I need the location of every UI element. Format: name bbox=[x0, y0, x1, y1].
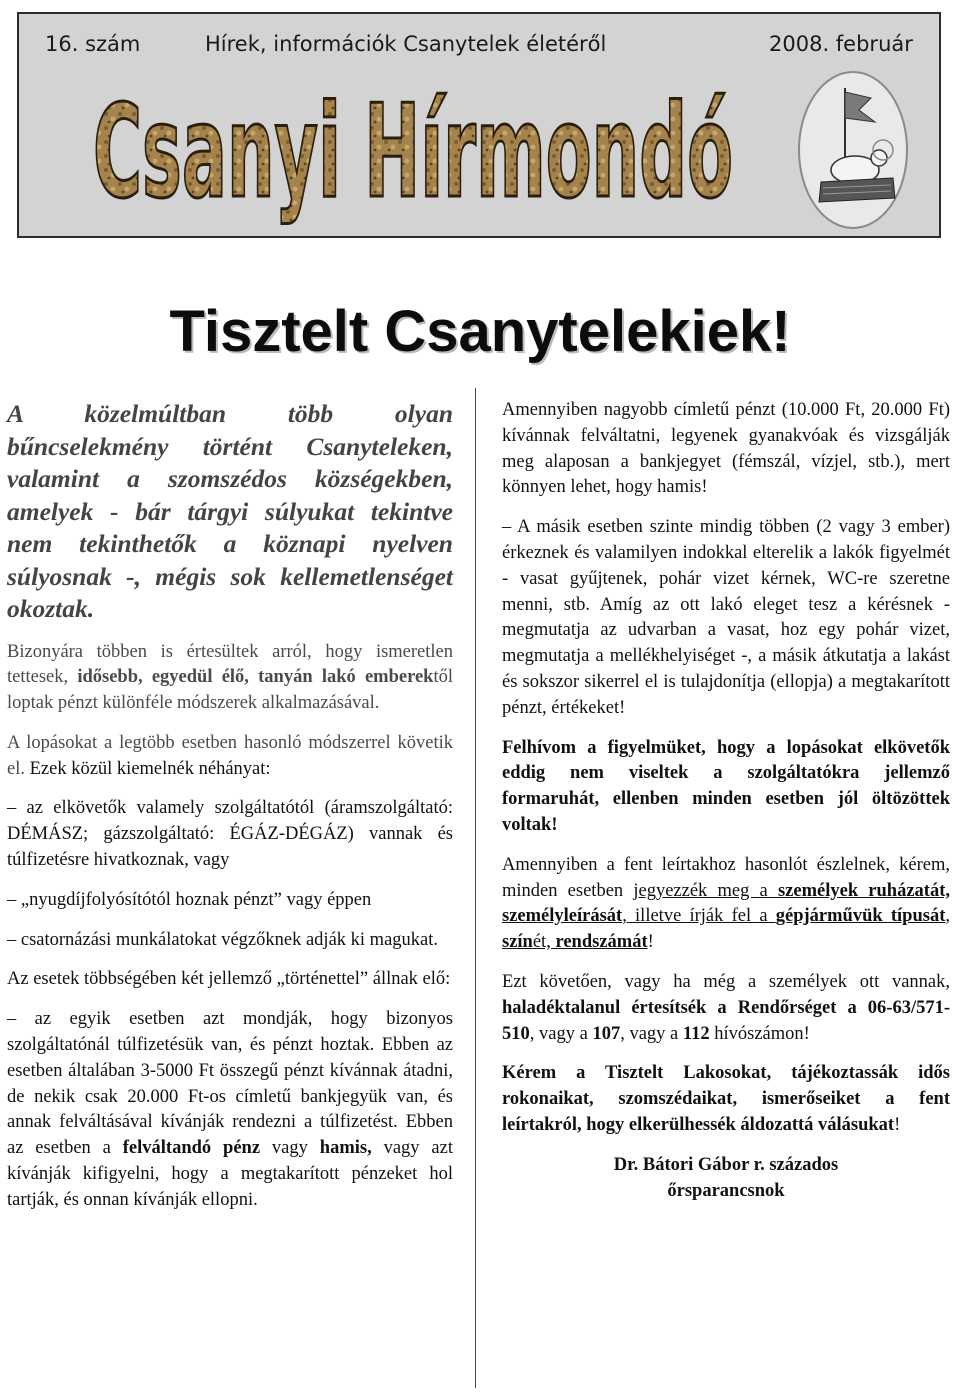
lamb-seal-emblem bbox=[797, 70, 909, 230]
right-column bbox=[502, 398, 950, 1218]
paragraph: Az esetek többségében két jellemző „történettel” állnak elő: bbox=[7, 969, 451, 990]
page-title bbox=[0, 298, 960, 365]
text-run-bold-underline: szín bbox=[502, 932, 533, 953]
paragraph bbox=[502, 853, 950, 956]
text-run-bold-underline: rendszámát bbox=[555, 932, 648, 953]
text-run-bold: Kérem a Tisztelt Lakosokat, tájékoztassák idős rokonaikat, szomszédaikat, ismerőseiket a fent leírtakról, hogy elkerülhessék áldozattá válásukat bbox=[502, 1063, 950, 1135]
signature bbox=[502, 1153, 950, 1205]
text-run: A lopásokat a legtöbb esetben hasonló módszerrel követik el. bbox=[7, 732, 453, 779]
text-run: től loptak pénzt különféle módszerek alkalmazásával. bbox=[7, 667, 453, 714]
text-run: – az egyik esetben azt mondják, hogy bizonyos szolgáltatónál túlfizetésük van, és pénzt hoztak. Ebben az esetben általában 3-5000 Ft összegű pénzt kívánnak átadni, de nekik csak 20.000 Ft-os címletű bankjegyük van, és annak felváltásával kívánják rendezni a túlfizetést. Ebben az esetben a bbox=[7, 1009, 453, 1159]
warning-paragraph: Felhívom a figyelmüket, hogy a lopásokat elkövetők eddig nem viseltek a szolgáltatókra jellemző formaruhát, ellenben minden esetben jól öltözöttek voltak! bbox=[502, 737, 950, 835]
text-run: Bizonyára többen is értesültek arról, hogy ismeretlen tettesek, bbox=[7, 641, 453, 688]
lead-paragraph: A közelmúltban több olyan bűncselekmény történt Csanyteleken, valamint a szomszédos községekben, amelyek - bár tárgyi súlyukat tekintve nem tekinthetők a köznapi nyelven súlyosnak -, mégis sok kellemetlenséget okoztak. bbox=[7, 399, 453, 623]
text-run: ! bbox=[894, 1114, 901, 1135]
text-run: Amennyiben a fent leírtakhoz hasonlót észlelnek, kérem, minden esetben bbox=[502, 854, 950, 901]
paragraph: Amennyiben nagyobb címletű pénzt (10.000 Ft, 20.000 Ft) kívánnak felváltatni, legyenek gyanakvóak és vizsgálják meg alaposan a bankjegyet (fémszál, vízjel, stb.), mert könnyen lehet, hogy hamis! bbox=[502, 400, 950, 498]
text-run-bold-underline: személyek ruházatát, személyleírását bbox=[502, 880, 950, 927]
signature-title: őrsparancsnok bbox=[667, 1180, 785, 1201]
text-run: , vagy a bbox=[620, 1023, 683, 1044]
text-run: hívószámon! bbox=[709, 1023, 810, 1044]
signature-name: Dr. Bátori Gábor r. százados bbox=[613, 1154, 839, 1175]
text-run: vagy azt kívánják kifigyelni, hogy a megtakarított pénzeket hol tartják, és onnan kívánják ellopni. bbox=[7, 1138, 453, 1210]
masthead-title-logo bbox=[89, 68, 739, 238]
text-run: Ezek közül kiemelnék néhányat: bbox=[24, 758, 271, 779]
paragraph bbox=[502, 970, 950, 1047]
dash-item: – csatornázási munkálatokat végzőknek adják ki magukat. bbox=[7, 929, 439, 950]
police-phone: haladéktalanul értesítsék a Rendőrséget a 06-63/571-510 bbox=[502, 997, 950, 1044]
masthead bbox=[17, 12, 941, 238]
text-run-bold: idősebb, egyedül élő, tanyán lakó emberek bbox=[77, 667, 434, 688]
paragraph bbox=[502, 1061, 950, 1138]
issue-number: 16. szám bbox=[45, 32, 141, 56]
dash-item: – A másik esetben szinte mindig többen (2 vagy 3 ember) érkeznek és valamilyen indokkal elterelik a lakók figyelmét - vasat gyűjtenek, pohár vizet kérnek, WC-re szeretne menni, stb. Amíg az ott lakó eleget tesz a kérésnek - megmutatja az udvarban a vasat, hoz egy pohár vizet, megmutatja a mellékhelyiséget -, a másik átkutatja a lakást és sokszor sikerrel el is tulajdonítja (ellopja) a megtakarított pénzt, értékeket! bbox=[502, 517, 950, 718]
paragraph bbox=[7, 640, 453, 717]
issue-date: 2008. február bbox=[769, 32, 913, 56]
paragraph bbox=[7, 1007, 453, 1213]
dash-item: – „nyugdíjfolyósítótól hoznak pénzt” vagy éppen bbox=[7, 889, 372, 910]
text-run-underline: jegyezzék meg a bbox=[633, 880, 778, 901]
greeting-text: Tisztelt Csanytelekiek! bbox=[169, 299, 791, 364]
text-run-bold: felváltandó pénz bbox=[122, 1138, 261, 1159]
text-run: , vagy a bbox=[529, 1023, 593, 1044]
masthead-subtitle: Hírek, információk Csanytelek életéről bbox=[205, 32, 607, 56]
text-run: Ezt követően, vagy ha még a személyek ott vannak, bbox=[502, 971, 950, 992]
text-run-bold: hamis, bbox=[319, 1138, 372, 1159]
column-divider bbox=[475, 388, 476, 1388]
emergency-number: 112 bbox=[682, 1023, 710, 1044]
text-run: ! bbox=[647, 932, 654, 953]
left-column bbox=[7, 398, 453, 1228]
text-run: vagy bbox=[260, 1138, 320, 1159]
masthead-title-text: Csanyi Hírmondó bbox=[93, 78, 733, 227]
text-run-bold-underline: gépjárművük típusát bbox=[775, 906, 946, 927]
emergency-number: 107 bbox=[592, 1023, 621, 1044]
text-run-underline: ét, bbox=[532, 932, 556, 953]
dash-item: – az elkövetők valamely szolgáltatótól (áramszolgáltató: DÉMÁSZ; gázszolgáltató: ÉGÁZ-DÉGÁZ) vannak és túlfizetésre hivatkoznak, vagy bbox=[7, 798, 453, 871]
paragraph bbox=[7, 731, 453, 783]
text-run-underline: , bbox=[945, 906, 950, 927]
text-run-underline: , illetve írják fel a bbox=[622, 906, 776, 927]
